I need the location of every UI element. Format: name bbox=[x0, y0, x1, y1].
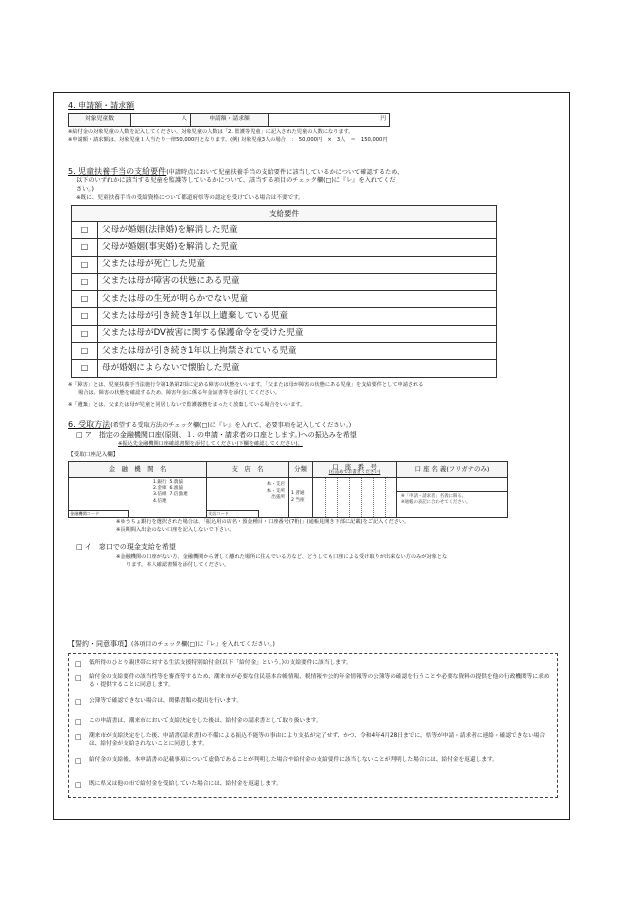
account-number-field[interactable] bbox=[313, 478, 397, 518]
section4-title: 4. 申請額・請求額 bbox=[68, 101, 135, 110]
account-note-1: ※ゆうちょ銀行を選択された場合は、「振込用の店名・預金種目・口座番号(7桁)」(通帳見開き下部に記載)をご記入ください。 bbox=[116, 519, 410, 525]
option-i-note-1: ※金融機関の口座がない方、金融機関から著しく離れた場所に住んでいる方など、どうしても口座による受け取りが出来ない方のみが対象とな bbox=[116, 554, 448, 560]
pledge-item[interactable]: □ 潮来市が支給決定をした後、申請書(請求書)の不備による振込不能等の事由により支払が完了せず、かつ、令和4年4月28日までに、県等が申請・請求者に連絡・確認できない場合は、給付金が支給されないことに同意します。 bbox=[75, 733, 546, 748]
checkbox[interactable]: □ bbox=[72, 360, 98, 377]
pledge-item[interactable]: □ 公簿等で確認できない場合は、関係書類の提出を行います。 bbox=[75, 698, 243, 706]
option-i-label: イ 窓口での現金支給を希望 bbox=[84, 543, 176, 551]
section4-note-2: ※申請額・請求額は、対象児童１人当たり一律50,000円となります。(例) 対象児童3人の場合 ： 50,000円 × 3人 ＝ 150,000円 bbox=[68, 137, 388, 143]
section4-note-1: ※給付金の対象児童の人数を記入してください。対象児童の人数は「2. 監護等児童」に記入された児童の人数になります。 bbox=[68, 129, 354, 135]
bank-name-field[interactable] bbox=[69, 478, 207, 518]
checkbox[interactable]: □ bbox=[75, 757, 82, 765]
account-type-field[interactable]: 1 普通 2 当座 bbox=[289, 478, 313, 518]
checkbox[interactable]: □ bbox=[75, 674, 82, 682]
requirement-text: 父または母が障害の状態にある児童 bbox=[98, 273, 497, 290]
requirement-text: 父または母の生死が明らかでない児童 bbox=[98, 291, 497, 308]
requirement-row[interactable] bbox=[72, 273, 497, 290]
requirement-text: 父母が婚姻(事実婚)を解消した児童 bbox=[98, 239, 497, 256]
option-i-note-2: ります。本人確認書類を添付してください。 bbox=[126, 562, 230, 568]
count-label: 対象児童数 bbox=[69, 114, 131, 127]
requirement-text: 父母が婚姻(法律婚)を解消した児童 bbox=[98, 222, 497, 239]
requirement-row[interactable] bbox=[72, 291, 497, 308]
requirement-row[interactable] bbox=[72, 343, 497, 360]
option-i-checkbox[interactable]: □ bbox=[76, 543, 83, 551]
account-number-header: 口 座 番 号 (右詰めでお書きください) bbox=[313, 462, 397, 478]
pledge-item[interactable]: □ 給付金の支給後、本申請書の記載事項について虚偽であることが判明した場合や給付金の支給要件に該当しないことが判明した場合には、給付金を返還します。 bbox=[75, 757, 498, 765]
account-holder-header: 口 座 名 義(フリガナのみ) bbox=[397, 462, 508, 478]
requirement-text: 父または母が引き続き1年以上拘禁されている児童 bbox=[98, 343, 497, 360]
requirement-row[interactable] bbox=[72, 256, 497, 273]
requirement-row[interactable] bbox=[72, 325, 497, 342]
count-field[interactable]: 人 bbox=[131, 114, 191, 127]
branch-type-list: 本・支店 本・支所 出張所 bbox=[266, 482, 285, 501]
pledge-heading: 【誓約・同意事項】(各項目のチェック欄(□)に『レ』を入れてください。) bbox=[68, 640, 275, 648]
requirement-text: 父または母がDV被害に関する保護命令を受けた児童 bbox=[98, 325, 497, 342]
checkbox[interactable]: □ bbox=[75, 698, 82, 706]
checkbox[interactable]: □ bbox=[72, 308, 98, 325]
application-form-page bbox=[53, 92, 570, 820]
section6-heading: 6. 受取方法(希望する受取方法のチェック欄(□)に『レ』を入れて、必要事項を記入してください。) bbox=[68, 420, 352, 429]
checkbox[interactable]: □ bbox=[75, 718, 82, 726]
branch-name-field[interactable] bbox=[207, 478, 289, 518]
option-a-checkbox[interactable]: □ bbox=[76, 431, 83, 439]
pledge-item[interactable]: □ この申請書は、潮来市において支給決定をした後は、給付金の請求書として取り扱います。 bbox=[75, 718, 322, 726]
account-note-2: ※長期間入出金のない口座を記入しないで下さい。 bbox=[116, 527, 235, 533]
account-holder-notes: ※「申請・請求者」名義に限る。 ※通帳の表記に合わせてください。 bbox=[401, 494, 471, 506]
checkbox[interactable]: □ bbox=[72, 291, 98, 308]
option-a-note: ※振込先金融機関口座確認書類を添付してください(下欄を確認してください)。 bbox=[118, 441, 303, 447]
option-a-label: ア 指定の金融機関口座(原則、１. の申請・請求者の口座とします。)への振込みを希望 bbox=[84, 431, 357, 439]
requirement-row[interactable] bbox=[72, 308, 497, 325]
bank-type-list: 1.銀行 5.農協 2.金庫 6.漁協 3.信組 7.信漁連 4.信連 bbox=[153, 480, 188, 504]
requirement-text: 母が婚姻によらないで懐胎した児童 bbox=[98, 360, 497, 377]
requirement-row[interactable] bbox=[72, 222, 497, 239]
amount-table bbox=[68, 113, 390, 127]
pledge-item[interactable]: □ 低所得のひとり親世帯に対する生活支援特別給付金(以下「給付金」という。)の支給要件に該当します。 bbox=[75, 660, 352, 668]
checkbox[interactable]: □ bbox=[72, 273, 98, 290]
checkbox[interactable]: □ bbox=[72, 325, 98, 342]
checkbox[interactable]: □ bbox=[72, 343, 98, 360]
bank-code-field[interactable]: 金融機関コード bbox=[69, 510, 129, 517]
section5-intro-2: 以下のいずれかに該当する児童を監護等しているかについて、該当する項目のチェック欄(□)に『レ』を入れてくだ bbox=[76, 177, 396, 184]
section5-intro-3: さい。) bbox=[76, 186, 94, 193]
requirement-row[interactable] bbox=[72, 360, 497, 377]
account-section-label: 【受取口座記入欄】 bbox=[68, 452, 119, 458]
checkbox[interactable]: □ bbox=[75, 660, 82, 668]
checkbox[interactable]: □ bbox=[72, 222, 98, 239]
requirements-table bbox=[71, 205, 497, 378]
checkbox[interactable]: □ bbox=[75, 733, 82, 741]
requirement-row[interactable] bbox=[72, 239, 497, 256]
bank-name-header: 金 融 機 関 名 bbox=[69, 462, 207, 478]
requirement-text: 父または母が死亡した児童 bbox=[98, 256, 497, 273]
section5-note-2: ※「遺棄」とは、父または母が児童と同居しないで監護義務をまったく放棄している場合をいいます。 bbox=[68, 402, 306, 408]
pledge-item[interactable]: □ 既に県又は他の市で給付金を受給していた場合には、給付金を返還します。 bbox=[75, 781, 282, 789]
account-holder-field[interactable] bbox=[397, 478, 508, 518]
section5-note-1: ※「障害」とは、児童扶養手当法施行令第1条第2項に定める障害の状態をいいます。「父または母が障害の状態にある児童」を支給要件として申請される bbox=[68, 382, 424, 388]
bank-account-table bbox=[68, 461, 508, 518]
branch-name-header: 支 店 名 bbox=[207, 462, 289, 478]
section5-heading: 5. 児童扶養手当の支給要件(申請時点において児童扶養手当の支給要件に該当しているかについて確認するため、 bbox=[68, 167, 404, 176]
account-type-header: 分類 bbox=[289, 462, 313, 478]
checkbox[interactable]: □ bbox=[72, 256, 98, 273]
amount-label: 申請額・請求額 bbox=[191, 114, 269, 127]
checkbox[interactable]: □ bbox=[75, 781, 82, 789]
option-i[interactable] bbox=[76, 543, 176, 552]
requirement-text: 父または母が引き続き1年以上遺棄している児童 bbox=[98, 308, 497, 325]
section5-intro-4: ※既に、児童扶養手当の受給資格について都道府県等の認定を受けている場合は不要です。 bbox=[76, 195, 304, 201]
requirements-header: 支給要件 bbox=[72, 206, 497, 222]
option-a[interactable] bbox=[76, 431, 357, 440]
pledge-box bbox=[68, 653, 558, 798]
pledge-item[interactable]: □ 給付金の支給要件の該当性等を審査等するため、潮来市が必要な住民基本台帳情報、税情報や公的年金情報等の公簿等の確認を行うことや必要な資料の提供を他の行政機関等に求める・提供することに同意します。 bbox=[75, 674, 550, 689]
section5-note-1b: 場合は、障害の状態を確認するため、障害年金に係る年金証書等を添付してください。 bbox=[78, 390, 281, 396]
checkbox[interactable]: □ bbox=[72, 239, 98, 256]
amount-field[interactable]: 円 bbox=[269, 114, 390, 127]
branch-code-field[interactable]: 支店コード bbox=[207, 510, 259, 517]
